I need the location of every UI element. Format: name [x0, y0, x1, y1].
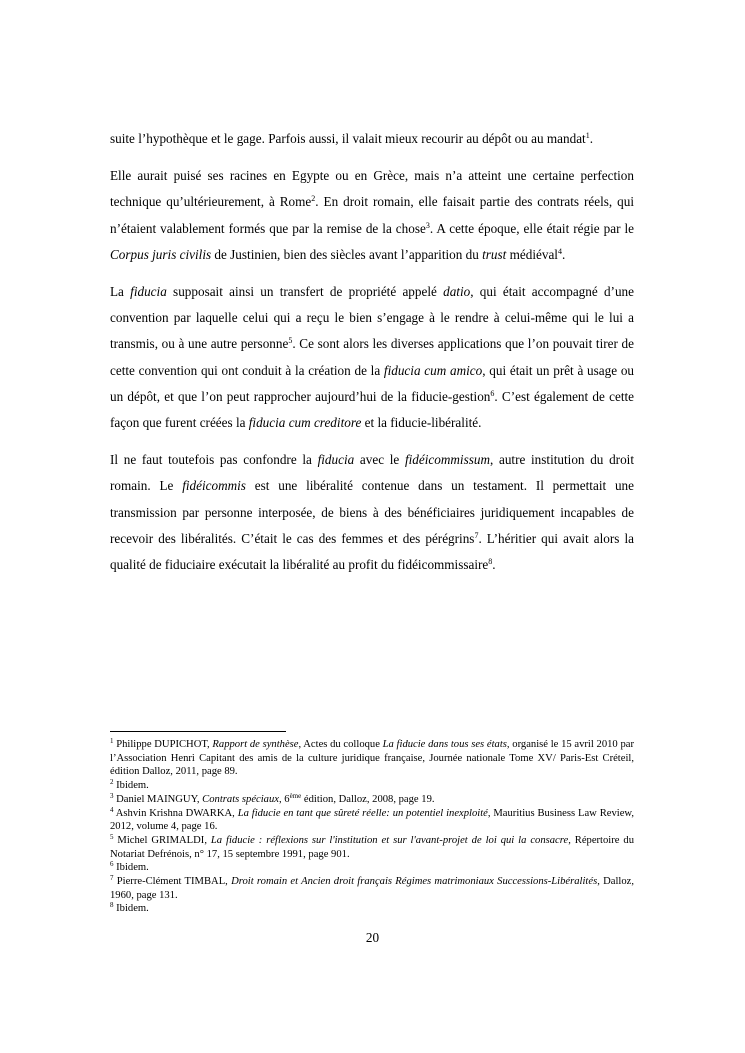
- italic-text: fidéicommissum: [404, 452, 490, 468]
- footnote: [110, 875, 634, 902]
- text-run: , qui était un prêt à usage ou un dépôt, et que l’on peut rapprocher aujourd’hui de la fiducie-gestion: [110, 362, 635, 404]
- italic-text: datio: [443, 284, 471, 300]
- note-reference: 7: [110, 874, 114, 883]
- text-run: , Dalloz, 1960, page 131.: [110, 876, 634, 901]
- italic-text: Rapport de synthèse: [212, 739, 299, 750]
- text-run: Ibidem.: [113, 780, 149, 792]
- text-run: , Mauritius Business Law Review, 2012, volume 4, page 16.: [110, 807, 635, 833]
- note-reference: 3: [110, 791, 114, 800]
- text-run: Philippe DUPICHOT,: [113, 739, 213, 750]
- footnote: [110, 861, 634, 875]
- text-run: . L’héritier qui avait alors la qualité de fiduciaire exécutait la libéralité au profit du fidéicommissaire: [110, 530, 634, 573]
- footnote: [110, 793, 634, 807]
- footnote-separator: [110, 731, 286, 732]
- text-run: Daniel MAINGUY,: [113, 793, 203, 805]
- note-reference: 4: [557, 246, 562, 256]
- note-reference: 5: [110, 832, 114, 841]
- text-run: .: [561, 246, 566, 262]
- note-reference: 4: [110, 805, 114, 814]
- note-reference: 8: [110, 901, 114, 910]
- italic-text: La fiducie : réflexions sur l'institution et sur l'avant-projet de loi qui la consacre: [210, 834, 569, 846]
- italic-text: La fiducie dans tous ses états,: [382, 739, 510, 750]
- text-run: .: [492, 557, 496, 573]
- text-run: et la fiducie-libéralité.: [361, 415, 482, 431]
- paragraph: [110, 447, 634, 578]
- footnote: [110, 902, 634, 916]
- footnotes: [110, 738, 634, 916]
- italic-text: fiducia: [130, 284, 167, 300]
- note-reference: 6: [110, 860, 114, 869]
- italic-text: trust: [482, 246, 507, 262]
- text-run: avec le: [354, 452, 405, 468]
- text-run: . A cette époque, elle était régie par le: [429, 220, 635, 236]
- note-reference: 8: [488, 557, 493, 567]
- footnote: [110, 807, 634, 834]
- text-run: Il ne faut toutefois pas confondre la: [110, 452, 318, 468]
- note-reference: ème: [289, 791, 302, 800]
- text-run: . C’est également de cette façon que furent créées la: [110, 388, 635, 431]
- italic-text: Droit romain et Ancien droit français Régimes matrimoniaux Successions-Libéralités: [231, 876, 598, 888]
- text-run: , Actes du colloque: [298, 739, 383, 750]
- note-reference: 3: [425, 220, 430, 230]
- text-run: .: [589, 131, 594, 146]
- text-run: La: [110, 284, 131, 300]
- text-run: organisé le 15 avril 2010 par l’Association Henri Capitant des amis de la culture juridique française, Journée nationale Tome XV/ Paris-Est Créteil, édition Dalloz, 2011, page 89.: [110, 739, 634, 778]
- text-run: , qui était accompagné d’une convention par laquelle celui qui a reçu le bien s’engage à le rendre à celui-même qui le lui a transmis, ou à une autre personne: [110, 284, 634, 352]
- paragraph: [110, 279, 634, 436]
- text-run: , autre institution du droit romain. Le: [110, 452, 634, 494]
- footnote: [110, 834, 634, 861]
- note-reference: 5: [288, 336, 293, 346]
- text-run: médiéval: [506, 246, 558, 262]
- note-reference: 7: [474, 530, 479, 540]
- note-reference: 1: [110, 737, 114, 745]
- italic-text: fiducia cum creditore: [248, 415, 362, 431]
- italic-text: fidéicommis: [182, 478, 246, 494]
- italic-text: fiducia: [317, 452, 355, 468]
- note-reference: 6: [490, 388, 495, 398]
- text-run: supposait ainsi un transfert de propriété appelé: [166, 284, 444, 300]
- paragraph: [110, 126, 634, 152]
- italic-text: La fiducie en tant que sûreté réelle: un potentiel inexploité: [237, 807, 488, 819]
- text-run: Ibidem.: [113, 903, 149, 915]
- footnote: [110, 779, 634, 793]
- text-run: Ashvin Krishna DWARKA,: [113, 807, 238, 819]
- footnote: [110, 738, 634, 779]
- note-reference: 2: [110, 778, 114, 787]
- text-run: Michel GRIMALDI,: [113, 834, 211, 846]
- text-run: Ibidem.: [113, 862, 149, 874]
- text-run: de Justinien, bien des siècles avant l’apparition du: [211, 246, 483, 262]
- text-run: , 6: [278, 793, 290, 805]
- paragraph: [110, 163, 634, 268]
- italic-text: Contrats spéciaux: [202, 793, 279, 805]
- text-run: , Répertoire du Notariat Defrénois, n° 17, 15 septembre 1991, page 901.: [110, 834, 634, 860]
- note-reference: 2: [311, 194, 316, 204]
- note-reference: 1: [585, 131, 590, 140]
- text-run: édition, Dalloz, 2008, page 19.: [301, 793, 435, 805]
- text-run: est une libéralité contenue dans un testament. Il permettait une transmission par personne interposée, de biens à des bénéficiaires juridiquement incapables de recevoir des libéralités. C’était le cas des femmes et des pérégrins: [110, 478, 635, 546]
- text-run: . Ce sont alors les diverses applications que l’on pouvait tirer de cette convention qui ont conduit à la création de la: [110, 336, 634, 378]
- page-number: 20: [365, 930, 380, 945]
- text-run: Pierre-Clément TIMBAL,: [113, 876, 232, 888]
- body-text: [110, 126, 634, 589]
- italic-text: Corpus juris civilis: [110, 246, 212, 262]
- text-run: suite l’hypothèque et le gage. Parfois aussi, il valait mieux recourir au dépôt ou au mandat: [110, 131, 586, 146]
- text-run: . En droit romain, elle faisait partie des contrats réels, qui n’étaient valablement formés que par la remise de la chose: [110, 194, 634, 236]
- italic-text: fiducia cum amico: [383, 362, 483, 378]
- text-run: Elle aurait puisé ses racines en Egypte ou en Grèce, mais n’a atteint une certaine perfection technique qu’ultérieurement, à Rome: [110, 168, 634, 210]
